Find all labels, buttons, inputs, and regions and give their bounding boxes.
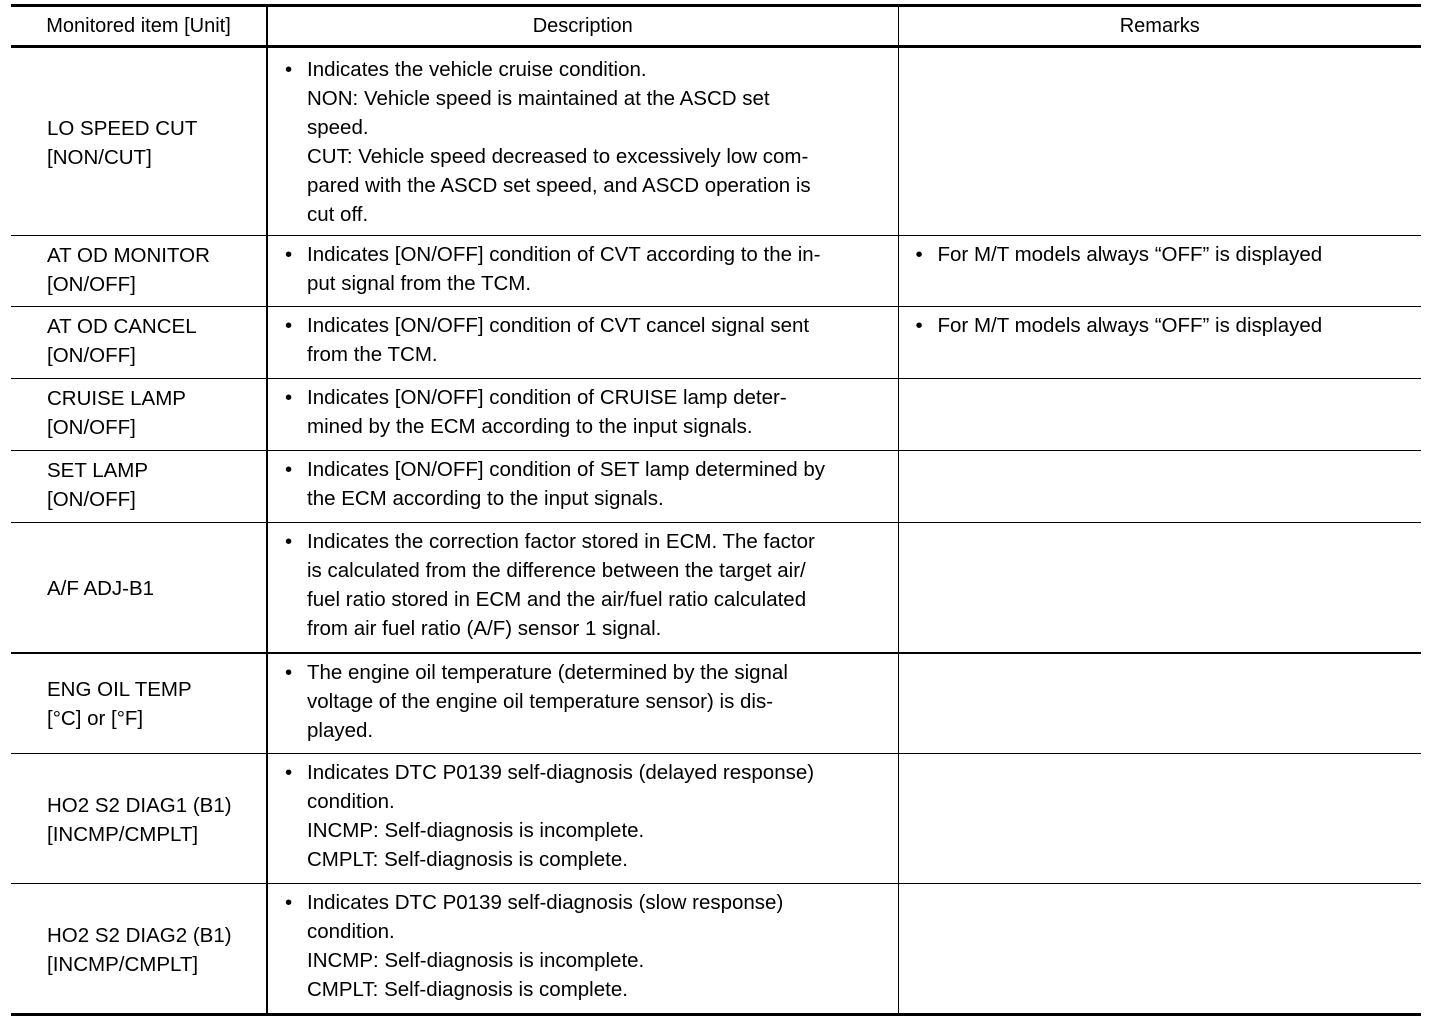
remarks-cell xyxy=(898,754,1421,884)
description-line: CMPLT: Self-diagnosis is complete. xyxy=(307,978,628,1001)
table-row xyxy=(11,754,1421,884)
header-monitored-item: Monitored item [Unit] xyxy=(11,6,267,47)
description-line: Indicates the vehicle cruise condition. xyxy=(307,57,647,81)
bullet-icon: • xyxy=(285,57,293,81)
monitored-item-cell xyxy=(11,884,267,1015)
table-row xyxy=(11,236,1421,307)
bullet-icon: • xyxy=(915,314,923,337)
remarks-cell xyxy=(898,653,1421,754)
description-line: from air fuel ratio (A/F) sensor 1 signal. xyxy=(307,617,662,640)
monitored-item-line: [ON/OFF] xyxy=(47,416,136,439)
table-row xyxy=(11,379,1421,451)
remarks-cell xyxy=(898,884,1421,1015)
description-line: condition. xyxy=(307,790,395,813)
monitored-item-line: [INCMP/CMPLT] xyxy=(47,952,199,976)
monitored-item-line: A/F ADJ-B1 xyxy=(47,576,155,600)
description-line: CMPLT: Self-diagnosis is complete. xyxy=(307,848,628,871)
bullet-icon: • xyxy=(285,314,293,337)
bullet-icon: • xyxy=(285,458,293,481)
monitored-item-line: AT OD MONITOR xyxy=(47,244,210,267)
description-line: the ECM according to the input signals. xyxy=(307,487,664,510)
remarks-cell xyxy=(898,47,1421,236)
remark-line: For M/T models always “OFF” is displayed xyxy=(937,243,1323,266)
description-cell xyxy=(267,47,898,236)
remarks-cell xyxy=(898,523,1421,653)
monitored-item-cell xyxy=(11,379,267,451)
description-cell xyxy=(267,653,898,754)
description-cell xyxy=(267,523,898,653)
table-row xyxy=(11,451,1421,523)
description-line: INCMP: Self-diagnosis is incomplete. xyxy=(307,819,645,842)
table-row xyxy=(11,523,1421,653)
monitored-item-line: [NON/CUT] xyxy=(47,145,152,169)
monitored-item-cell xyxy=(11,236,267,307)
remarks-cell xyxy=(898,307,1421,379)
description-line: from the TCM. xyxy=(307,343,438,366)
header-description: Description xyxy=(267,6,898,47)
monitored-item-line: LO SPEED CUT xyxy=(47,116,198,140)
description-line: put signal from the TCM. xyxy=(307,272,532,295)
description-cell xyxy=(267,884,898,1015)
remarks-cell xyxy=(898,379,1421,451)
description-line: pared with the ASCD set speed, and ASCD operation is xyxy=(307,173,811,197)
description-line: fuel ratio stored in ECM and the air/fuel ratio calculated xyxy=(307,588,807,611)
bullet-icon: • xyxy=(285,891,293,914)
description-line: Indicates DTC P0139 self-diagnosis (slow response) xyxy=(307,891,784,914)
table-row xyxy=(11,653,1421,754)
table-row xyxy=(11,47,1421,236)
monitored-item-line: SET LAMP xyxy=(47,459,149,482)
description-line: mined by the ECM according to the input signals. xyxy=(307,415,753,438)
description-cell xyxy=(267,754,898,884)
description-line: NON: Vehicle speed is maintained at the ASCD set xyxy=(307,86,770,110)
table-header-row xyxy=(11,6,1421,47)
monitored-item-line: [°C] or [°F] xyxy=(47,707,144,731)
remarks-cell xyxy=(898,236,1421,307)
description-line: is calculated from the difference between the target air/ xyxy=(307,559,806,582)
description-cell xyxy=(267,379,898,451)
description-cell xyxy=(267,451,898,523)
monitored-item-line: [INCMP/CMPLT] xyxy=(47,822,199,846)
description-line: played. xyxy=(307,718,374,742)
description-line: Indicates the correction factor stored in ECM. The factor xyxy=(307,530,815,553)
description-cell xyxy=(267,307,898,379)
header-remarks: Remarks xyxy=(898,6,1421,47)
bullet-icon: • xyxy=(915,243,923,266)
description-line: CUT: Vehicle speed decreased to excessively low com- xyxy=(307,144,809,168)
monitored-item-line: HO2 S2 DIAG2 (B1) xyxy=(47,923,232,947)
bullet-icon: • xyxy=(285,386,293,409)
monitored-item-line: [ON/OFF] xyxy=(47,273,136,296)
monitored-item-line: ENG OIL TEMP xyxy=(47,678,192,702)
description-line: Indicates [ON/OFF] condition of CVT according to the in- xyxy=(307,243,821,266)
monitored-item-line: [ON/OFF] xyxy=(47,344,136,367)
description-line: Indicates [ON/OFF] condition of CRUISE lamp deter- xyxy=(307,386,787,409)
description-line: condition. xyxy=(307,920,395,943)
description-line: voltage of the engine oil temperature sensor) is dis- xyxy=(307,689,774,713)
monitor-item-table xyxy=(11,4,1421,1016)
bullet-icon: • xyxy=(285,243,293,266)
monitored-item-line: AT OD CANCEL xyxy=(47,315,197,338)
monitored-item-line: HO2 S2 DIAG1 (B1) xyxy=(47,793,232,817)
description-line: cut off. xyxy=(307,202,369,226)
description-line: Indicates [ON/OFF] condition of CVT cancel signal sent xyxy=(307,314,810,337)
monitored-item-cell xyxy=(11,307,267,379)
description-line: speed. xyxy=(307,115,369,139)
table-row xyxy=(11,884,1421,1015)
table-row xyxy=(11,307,1421,379)
bullet-icon: • xyxy=(285,530,293,553)
monitored-item-cell xyxy=(11,451,267,523)
description-line: Indicates DTC P0139 self-diagnosis (delayed response) xyxy=(307,761,815,784)
description-line: The engine oil temperature (determined by the signal xyxy=(307,660,788,684)
bullet-icon: • xyxy=(285,660,293,684)
monitored-item-cell xyxy=(11,653,267,754)
description-cell xyxy=(267,236,898,307)
remarks-cell xyxy=(898,451,1421,523)
monitored-item-cell xyxy=(11,523,267,653)
description-line: Indicates [ON/OFF] condition of SET lamp determined by xyxy=(307,458,826,481)
description-line: INCMP: Self-diagnosis is incomplete. xyxy=(307,949,645,972)
monitored-item-cell xyxy=(11,47,267,236)
monitored-item-cell xyxy=(11,754,267,884)
monitored-item-line: CRUISE LAMP xyxy=(47,387,186,410)
monitored-item-line: [ON/OFF] xyxy=(47,488,136,511)
bullet-icon: • xyxy=(285,761,293,784)
remark-line: For M/T models always “OFF” is displayed xyxy=(937,314,1323,337)
